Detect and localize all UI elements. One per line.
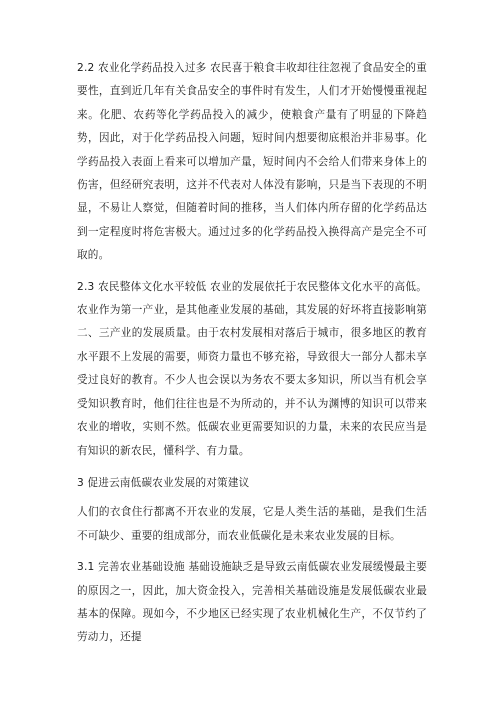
paragraph-farmer-education: 2.3 农民整体文化水平较低 农业的发展依托于农民整体文化水平的高低。农业作为第一产业，是其他產业发展的基础，其发展的好坏将直接影响第二、三产业的发展质量。由于农村发展相对落后于城市，很多地区的教育水平跟不上发展的需要，师资力量也不够充裕，导致很大一部分人都未享受过良好的教育。不少人也会误以为务农不要太多知识，所以当有机会享受知识教育时，他们往往也是不为所动的，并不认为渊博的知识可以带来农业的增收，实则不然。低碳农业更需要知识的力量，未来的农民应当是有知识的新农民，懂科学、有力量。	[77, 280, 427, 457]
document-body	[77, 57, 427, 650]
paragraph-infrastructure: 3.1 完善农业基础设施 基础设施缺乏是导致云南低碳农业发展缓慢最主要的原因之一，因此，加大资金投入，完善相关基础设施是发展低碳农业最基本的保障。现如今，不少地区已经实现了农业机械化生产，不仅节约了劳动力，还提	[77, 561, 427, 644]
paragraph-section-3-intro: 人们的衣食住行都离不开农业的发展，它是人类生活的基础，是我们生活不可缺少、重要的组成部分，而农业低碳化是未来农业发展的目标。	[77, 506, 427, 542]
section-heading-3: 3 促进云南低碳农业发展的对策建议	[77, 476, 250, 489]
paragraph-chemical-inputs: 2.2 农业化学药品投入过多 农民喜于粮食丰收却往往忽视了食品安全的重要性，直到近几年有关食品安全的事件时有发生，人们才开始慢慢重视起来。化肥、农药等化学药品投入的减少，使粮食产量有了明显的下降趋势，因此，对于化学药品投入问题，短时间内想要彻底根治并非易事。化学药品投入表面上看来可以增加产量，短时间内不会给人们带来身体上的伤害，但经研究表明，这并不代表对人体没有影响，只是当下表现的不明显，不易让人察觉，但随着时间的推移，当人们体内所存留的化学药品达到一定程度时将危害极大。通过过多的化学药品投入换得高产是完全不可取的。	[77, 62, 427, 262]
